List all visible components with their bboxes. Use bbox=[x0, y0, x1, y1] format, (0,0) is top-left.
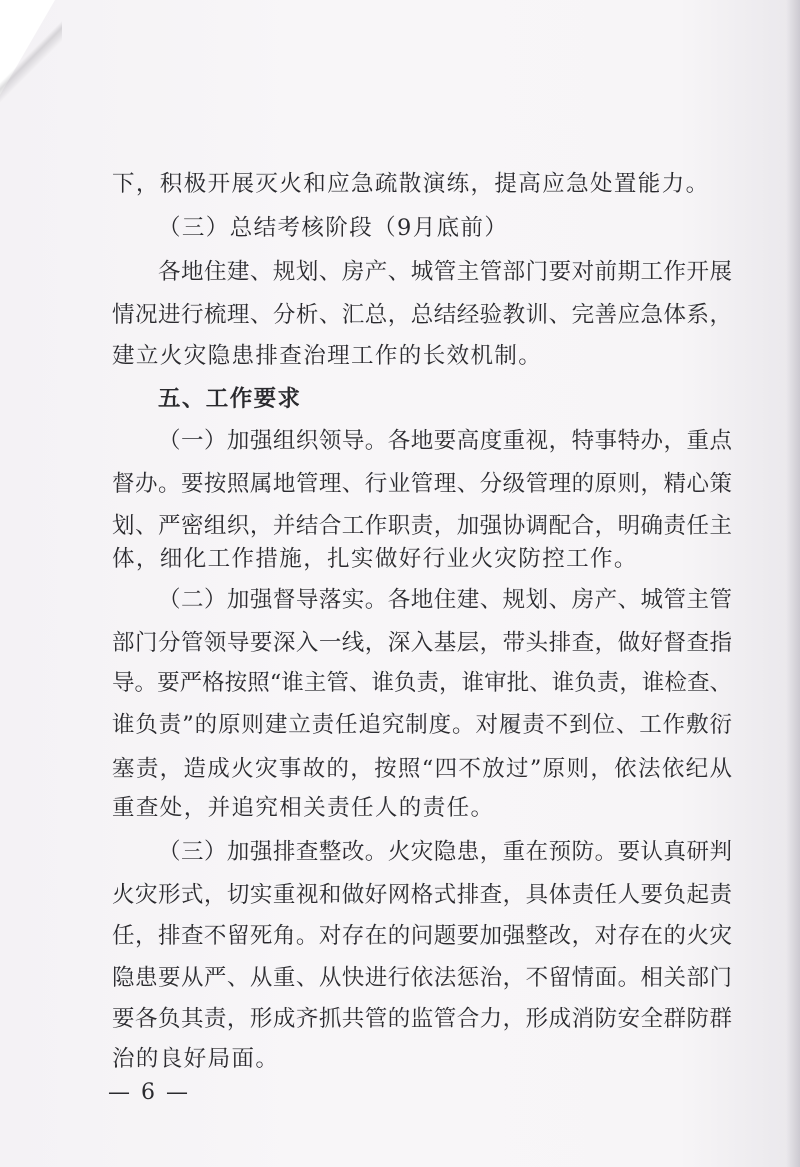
paragraph-line: 划、严密组织，并结合工作职责，加强协调配合，明确责任主 bbox=[112, 513, 732, 539]
paragraph-line: （二）加强督导落实。各地住建、规划、房产、城管主管 bbox=[158, 587, 732, 613]
paragraph-line: 情况进行梳理、分析、汇总，总结经验教训、完善应急体系， bbox=[112, 302, 732, 328]
paragraph-line: 重查处，并追究相关责任人的责任。 bbox=[112, 795, 495, 821]
section-heading: 五、工作要求 bbox=[158, 386, 302, 412]
paragraph-line: （三）加强排查整改。火灾隐患，重在预防。要认真研判 bbox=[158, 839, 732, 865]
paragraph-line: 任，排查不留死角。对存在的问题要加强整改，对存在的火灾 bbox=[112, 923, 732, 949]
page-edge-shadow bbox=[786, 0, 800, 1167]
paragraph-line: 体，细化工作措施，扎实做好行业火灾防控工作。 bbox=[112, 546, 638, 572]
paragraph-line: 部门分管领导要深入一线，深入基层，带头排查，做好督查指 bbox=[112, 630, 732, 656]
paragraph-line: 火灾形式，切实重视和做好网格式排查，具体责任人要负起责 bbox=[112, 882, 732, 908]
paragraph-line: 要各负其责，形成齐抓共管的监管合力，形成消防安全群防群 bbox=[112, 1006, 732, 1032]
paragraph-line: 谁负责”的原则建立责任追究制度。对履责不到位、工作敷衍 bbox=[112, 712, 732, 738]
paragraph-line: 下，积极开展灭火和应急疏散演练，提高应急处置能力。 bbox=[112, 171, 710, 197]
section-subheading: （三）总结考核阶段（9月底前） bbox=[158, 215, 509, 241]
paragraph-line: 督办。要按照属地管理、行业管理、分级管理的原则，精心策 bbox=[112, 471, 732, 497]
page-number: — 6 — bbox=[108, 1080, 190, 1105]
paragraph-line: 建立火灾隐患排查治理工作的长效机制。 bbox=[112, 343, 543, 369]
paragraph-line: 导。要严格按照“谁主管、谁负责，谁审批、谁负责，谁检查、 bbox=[112, 670, 732, 696]
paragraph-line: 隐患要从严、从重、从快进行依法惩治，不留情面。相关部门 bbox=[112, 965, 732, 991]
folded-corner-shadow bbox=[0, 0, 62, 110]
paragraph-line: （一）加强组织领导。各地要高度重视，特事特办，重点 bbox=[158, 428, 732, 454]
paragraph-line: 各地住建、规划、房产、城管主管部门要对前期工作开展 bbox=[158, 259, 732, 285]
paragraph-line: 塞责，造成火灾事故的，按照“四不放过”原则，依法依纪从 bbox=[112, 756, 732, 782]
paragraph-line: 治的良好局面。 bbox=[112, 1046, 280, 1072]
